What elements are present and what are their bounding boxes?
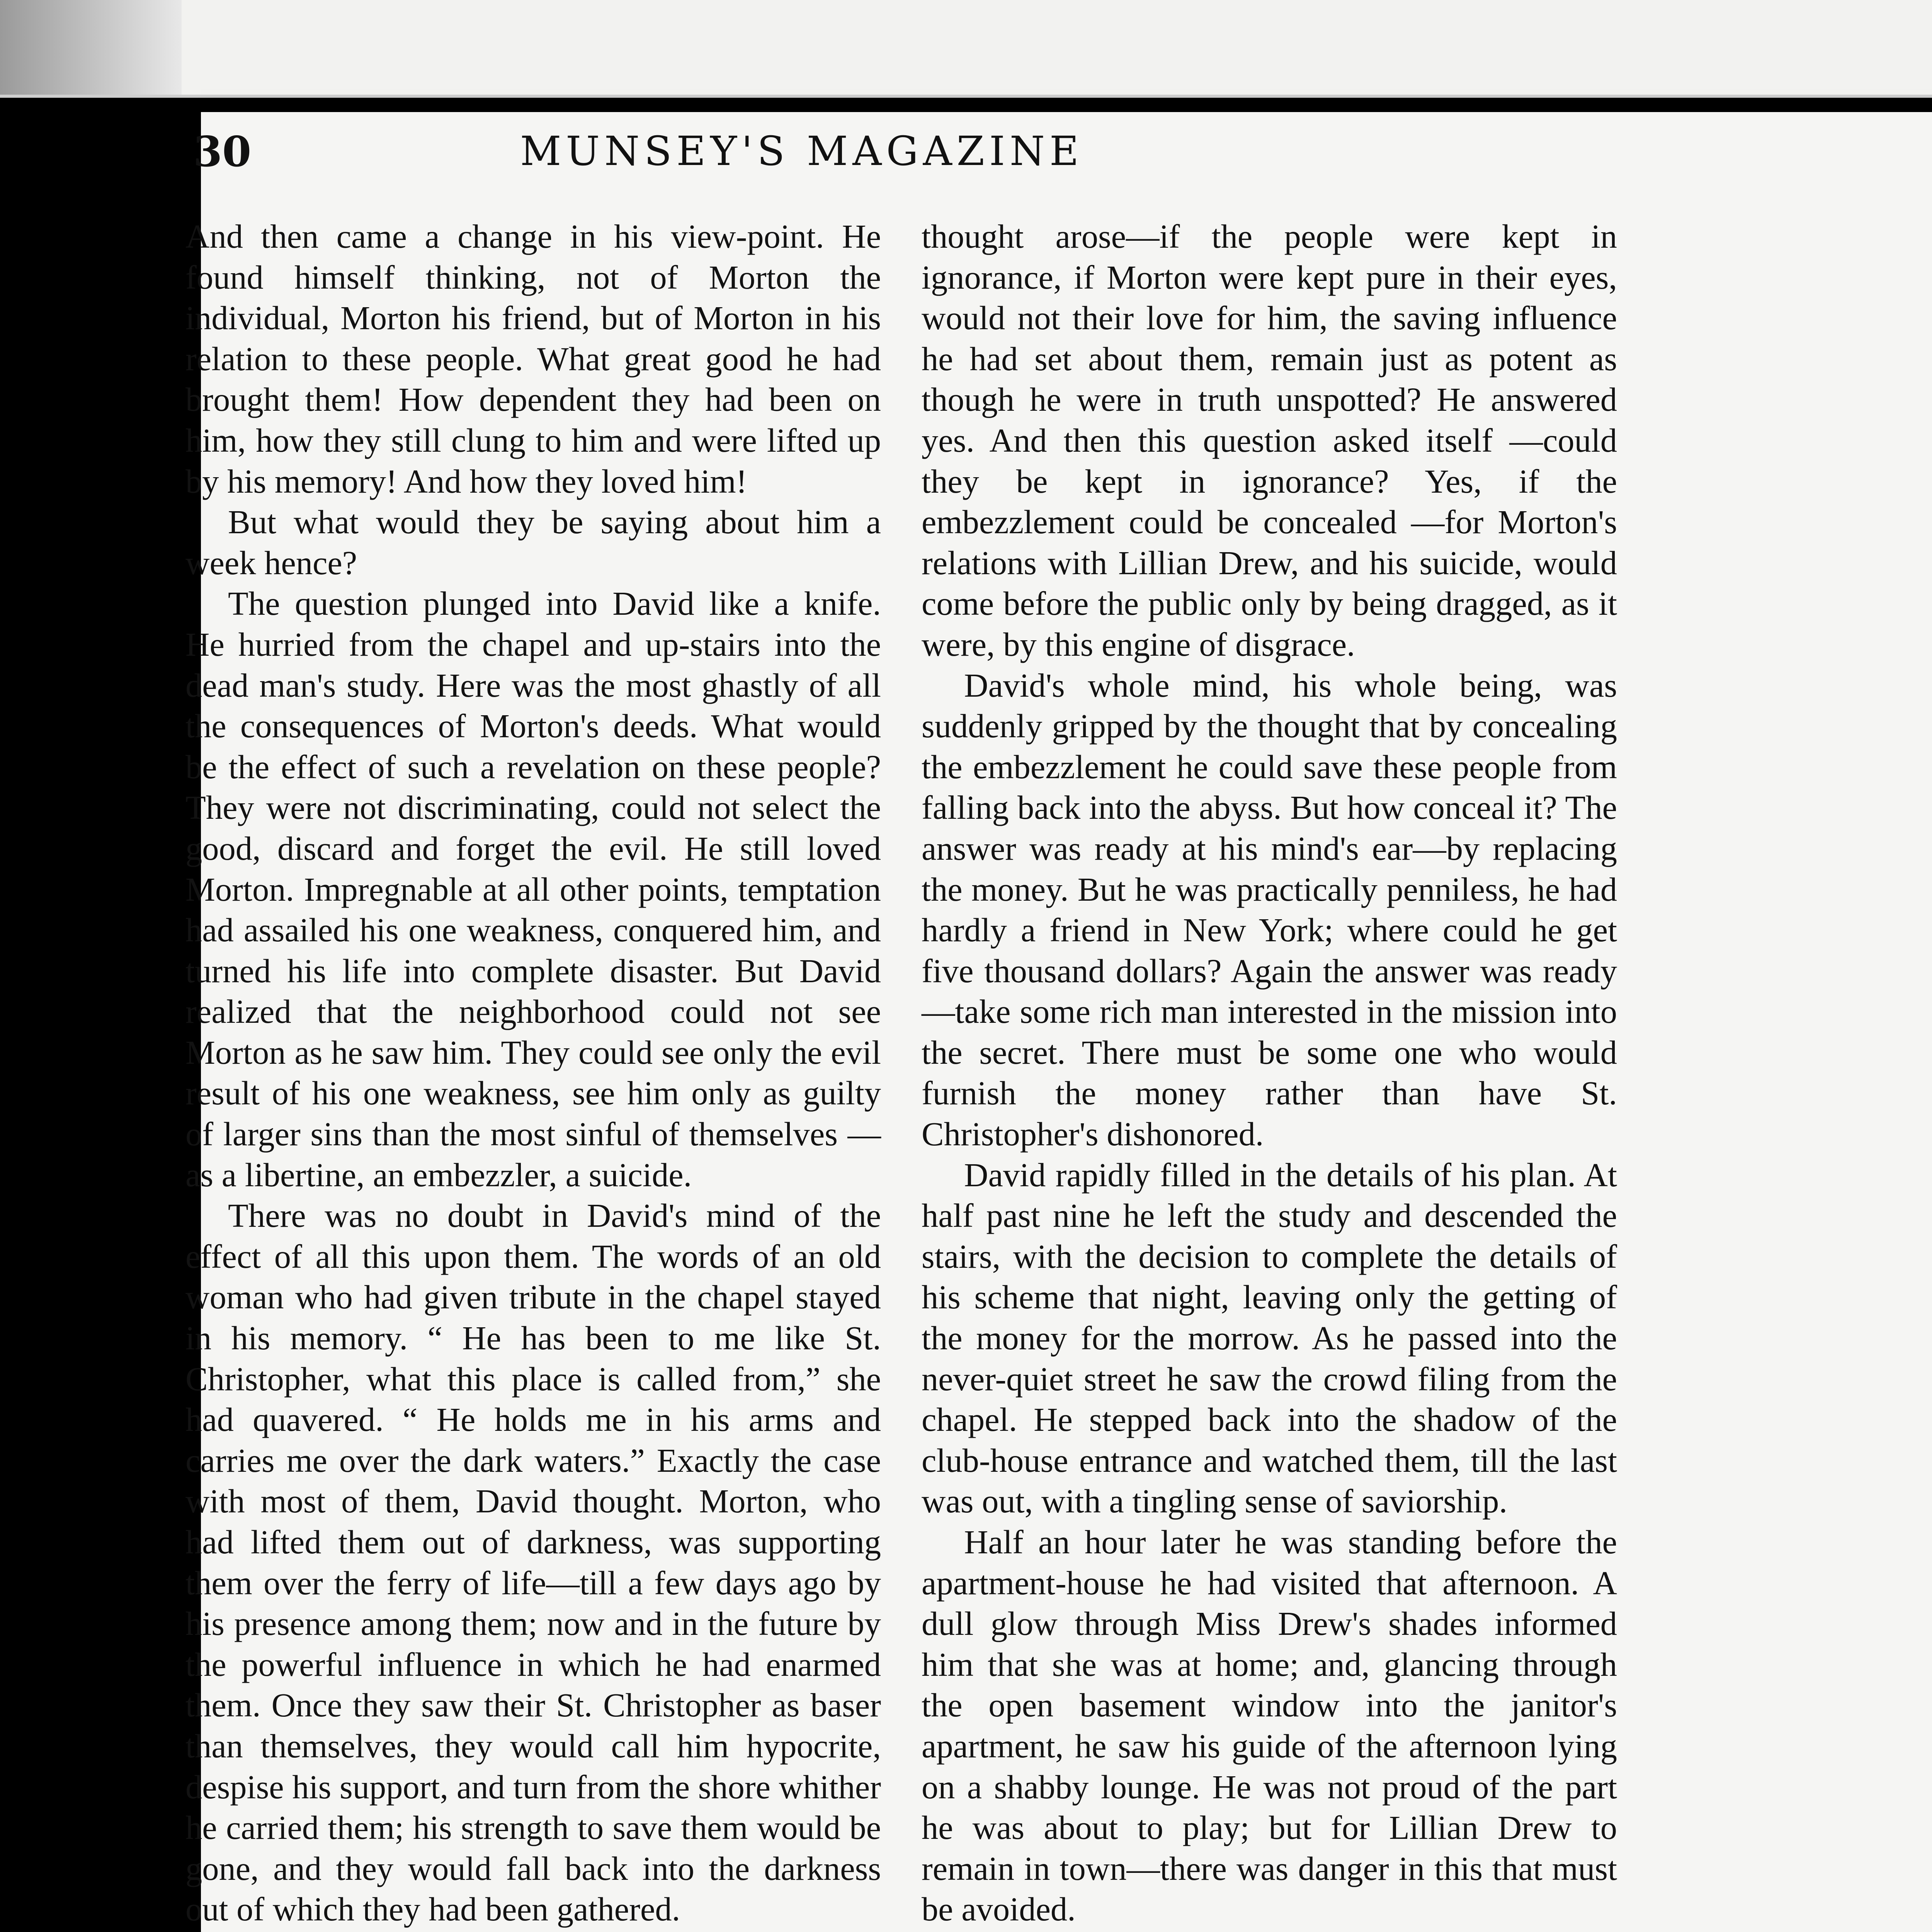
paragraph: But what would they be saying about him a week hence? (185, 503, 881, 582)
paragraph: David's whole mind, his whole being, was suddenly gripped by the thought that by concealing the embezzlement he could save these people from falling back into the abyss. But how conceal it? The answer was ready at his mind's ear—by replacing the money. But he was practically penniless, he had hardly a friend in New York; where could he get five thousand dollars? Again the answer was ready—take some rich man interested in the mission into the secret. There must be some one who would furnish the money rather than have St. Christopher's dishonored. (922, 667, 1617, 1153)
paragraph: And then came a change in his view-point. He found himself thinking, not of Morton the individual, Morton his friend, but of Morton in his relation to these people. What great good he had brought them! How dependent they had been on him, how they still clung to him and were lifted up by his memory! And how they loved him! (185, 218, 881, 500)
left-column (185, 216, 881, 1932)
right-column (922, 216, 1617, 1932)
paragraph: There was no doubt in David's mind of the effect of all this upon them. The words of an old woman who had given tribute in the chapel stayed in his memory. “ He has been to me like St. Christopher, what this place is called from,” she had quavered. “ He holds me in his arms and carries me over the dark waters.” Exactly the case with most of them, David thought. Morton, who had lifted them out of darkness, was supporting them over the ferry of life—till a few days ago by his presence among them; now and in the future by the powerful influence in which he had enarmed them. Once they saw their St. Christopher as baser than themselves, they would call him hypocrite, despise his support, and turn from the shore whither he carried them; his strength to save them would be gone, and they would fall back into the darkness out of which they had been gathered. (185, 1197, 881, 1928)
previous-page-edge (0, 0, 1932, 98)
paragraph: thought arose—if the people were kept in ignorance, if Morton were kept pure in their eyes, would not their love for him, the saving influence he had set about them, remain just as potent as though he were in truth unspotted? He answered yes. And then this question asked itself —could they be kept in ignorance? Yes, if the embezzlement could be concealed —for Morton's relations with Lillian Drew, and his suicide, would come before the public only by being dragged, as it were, by this engine of disgrace. (922, 218, 1617, 663)
paragraph: Half an hour later he was standing before the apartment-house he had visited that afternoon. A dull glow through Miss Drew's shades informed him that she was at home; and, glancing through the open basement window into the janitor's apartment, he saw his guide of the afternoon lying on a shabby lounge. He was not proud of the part he was about to play; but for Lillian Drew to remain in town—there was danger in this that must be avoided. (922, 1524, 1617, 1928)
page-shadow (0, 0, 182, 95)
paragraph (185, 1930, 881, 1932)
paragraph: David rapidly filled in the details of his plan. At half past nine he left the study and descended the stairs, with the decision to complete the details of his scheme that night, leaving only the getting of the money for the morrow. As he passed into the never-quiet street he saw the crowd filing from the chapel. He stepped back into the shadow of the club-house entrance and watched them, till the last was out, with a tingling sense of saviorship. (922, 1156, 1617, 1520)
paragraph: The question plunged into David like a knife. He hurried from the chapel and up-stairs into the dead man's study. Here was the most ghastly of all the consequences of Morton's deeds. What would be the effect of such a revelation on these people? They were not discriminating, could not select the good, discard and forget the evil. He still loved Morton. Impregnable at all other points, temptation had assailed his one weakness, conquered him, and turned his life into complete disaster. But David realized that the neighborhood could not see Morton as he saw him. They could see only the evil result of his one weakness, see him only as guilty of larger sins than the most sinful of themselves —as a libertine, an embezzler, a suicide. (185, 585, 881, 1194)
running-title: MUNSEY'S MAGAZINE (520, 128, 1083, 175)
paragraph (922, 1930, 1617, 1932)
page-number: 30 (193, 128, 252, 176)
page-header (193, 128, 1410, 182)
